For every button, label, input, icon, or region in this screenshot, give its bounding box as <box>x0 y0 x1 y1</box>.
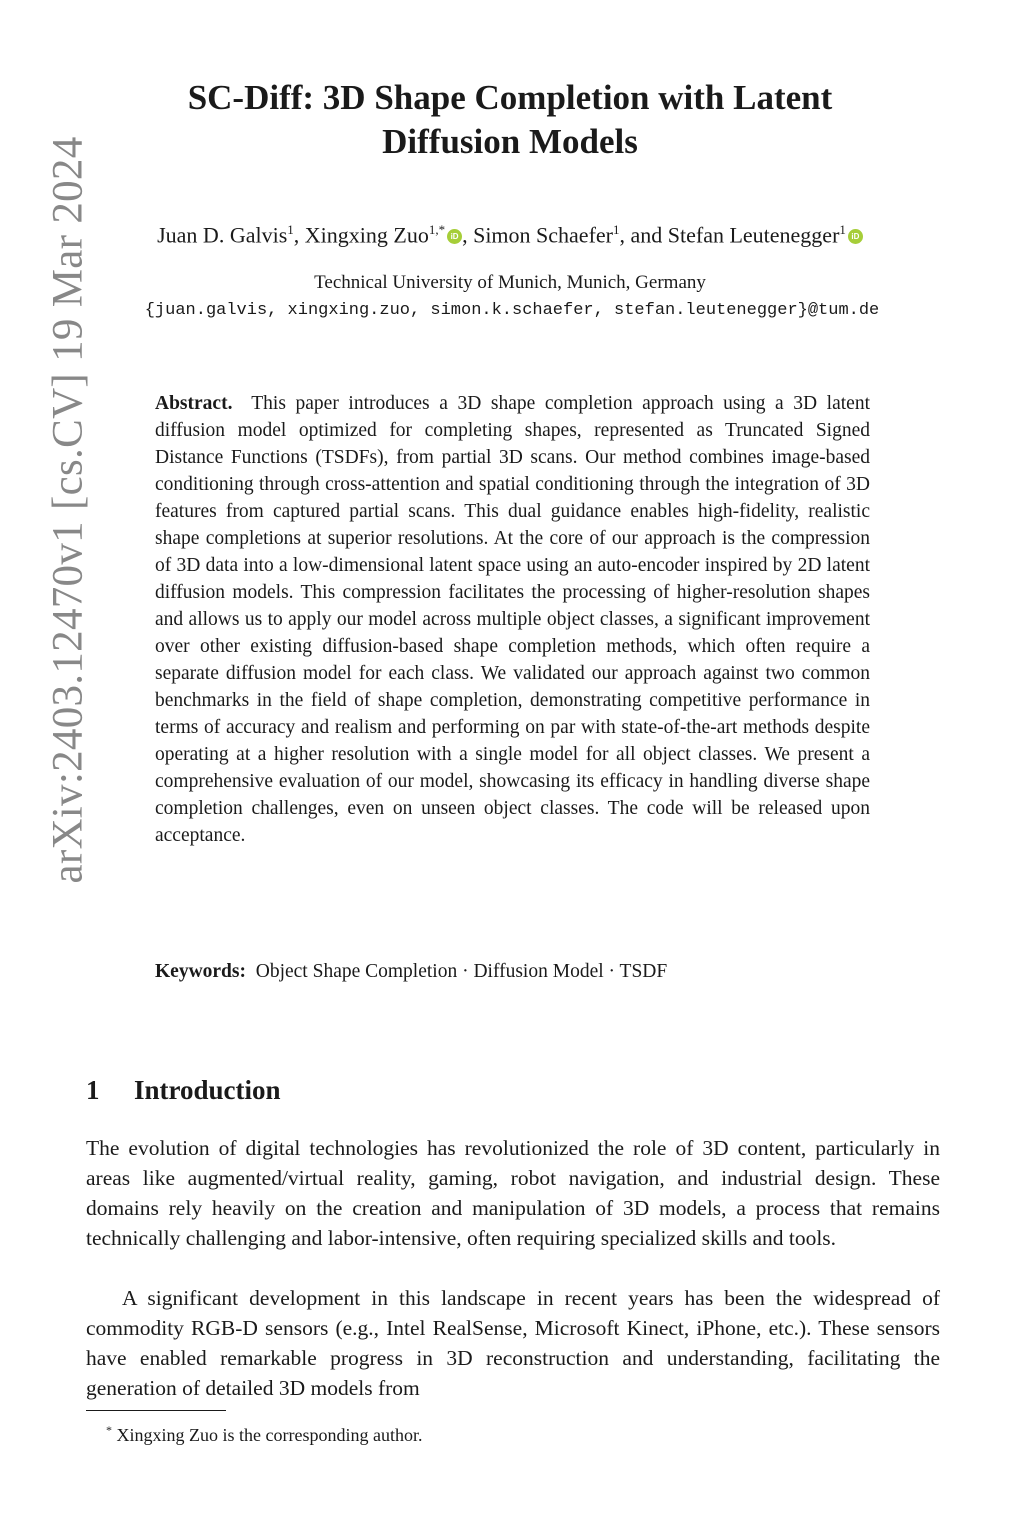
affiliation: Technical University of Munich, Munich, Germany <box>314 272 706 293</box>
keywords <box>155 958 870 985</box>
footnote-mark: * <box>106 1423 112 1437</box>
author-affil-mark: 1 <box>287 222 294 237</box>
footnote-rule <box>86 1410 226 1411</box>
keywords-label: Keywords: <box>155 961 246 982</box>
footnote <box>106 1417 422 1448</box>
abstract-label: Abstract. <box>155 393 233 414</box>
section-heading <box>86 1072 281 1108</box>
arxiv-stamp <box>18 60 118 960</box>
body-paragraph: The evolution of digital technologies has revolutionized the role of 3D content, particularly in areas like augmented/virtual reality, gaming, robot navigation, and industrial design. These domains rely heavily on the creation and manipulation of 3D models, a process that remains technically challenging and labor-intensive, often requiring specialized skills and tools. <box>86 1136 940 1250</box>
abstract <box>155 390 870 849</box>
section-number: 1 <box>86 1075 100 1105</box>
keywords-text: Object Shape Completion · Diffusion Model · TSDF <box>255 961 668 982</box>
orcid-icon[interactable]: iD <box>447 229 462 244</box>
author-separator: , <box>462 222 474 248</box>
paper-title: SC-Diff: 3D Shape Completion with Latent Diffusion Models <box>187 78 833 161</box>
author-name: Juan D. Galvis <box>157 222 288 248</box>
author-affil-mark: 1 <box>612 222 620 237</box>
author-name: Stefan Leutenegger <box>667 222 840 248</box>
abstract-text: This paper introduces a 3D shape completion approach using a 3D latent diffusion model optimized for completing shapes, represented as Truncated Signed Distance Functions (TSDFs), from partial 3D scans. Our method combines image-based conditioning through cross-attention and spatial conditioning through the integration of 3D features from captured partial scans. This dual guidance enables high-fidelity, realistic shape completions at superior resolutions. At the core of our approach is the compression of 3D data into a low-dimensional latent space using an auto-encoder inspired by 2D latent diffusion models. This compression facilitates the processing of higher-resolution shapes and allows us to apply our model across multiple object classes, a significant improvement over other existing diffusion-based shape completion methods, which often require a separate diffusion model for each class. We validated our approach against two common benchmarks in the field of shape completion, demonstrating competitive performance in terms of accuracy and realism and performing on par with state-of-the-art methods despite operating at a higher resolution with a single model for all object classes. We present a comprehensive evaluation of our model, showcasing its efficacy in handling diverse shape completion challenges, even on unseen object classes. The code will be released upon acceptance. <box>155 393 870 846</box>
orcid-icon[interactable]: iD <box>848 229 863 244</box>
author-list <box>80 215 940 250</box>
author-affil-mark: 1,* <box>428 222 446 237</box>
section-title: Introduction <box>134 1075 281 1105</box>
footnote-text: Xingxing Zuo is the corresponding author. <box>116 1425 423 1445</box>
author-separator: , and <box>619 222 668 248</box>
author-emails: {juan.galvis, xingxing.zuo, simon.k.schaefer, stefan.leutenegger}@tum.de <box>144 301 880 320</box>
author-separator: , <box>293 222 305 248</box>
author-affil-mark: 1 <box>839 222 846 237</box>
author-name: Xingxing Zuo <box>304 222 429 248</box>
body-paragraph: A significant development in this landscape in recent years has been the widespread of commodity RGB-D sensors (e.g., Intel RealSense, Microsoft Kinect, iPhone, etc.). These sensors have enabled remarkable progress in 3D reconstruction and understanding, facilitating the generation of detailed 3D models from <box>86 1286 940 1400</box>
arxiv-id: arXiv:2403.12470v1 [cs.CV] 19 Mar 2024 <box>44 136 92 884</box>
author-name: Simon Schaefer <box>473 222 613 248</box>
